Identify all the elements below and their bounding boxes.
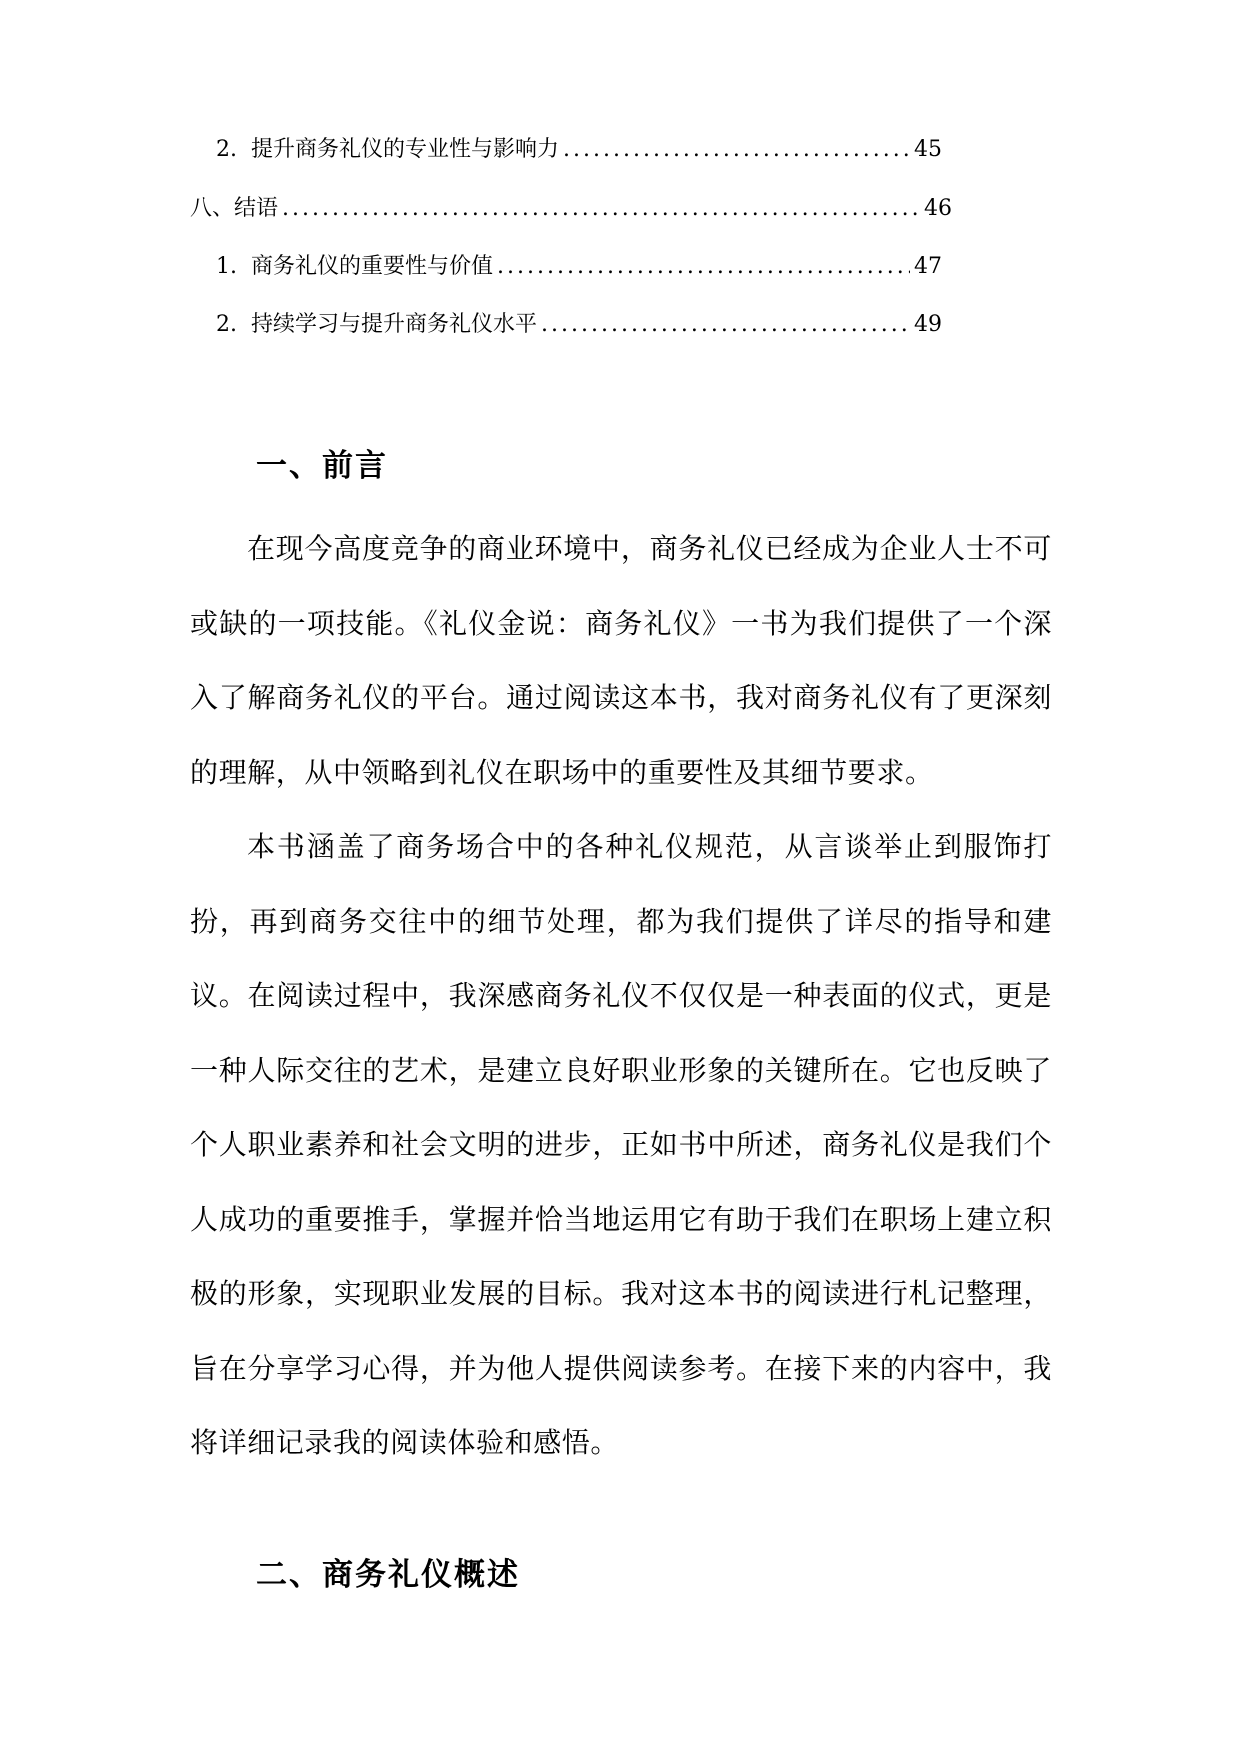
toc-entry-number: 2. bbox=[216, 312, 237, 337]
section-heading: 一、前言 bbox=[256, 448, 388, 484]
toc-entry-page: 45 bbox=[914, 137, 942, 162]
toc-entry[interactable] bbox=[190, 189, 952, 229]
toc-entry[interactable] bbox=[190, 305, 942, 345]
toc-entry-title: 提升商务礼仪的专业性与影响力 bbox=[251, 137, 560, 162]
toc-entry-title: 八、结语 bbox=[190, 196, 279, 221]
toc-entry-page: 49 bbox=[914, 312, 942, 337]
toc-entry-number: 1. bbox=[216, 254, 237, 279]
toc-leader-dots bbox=[282, 189, 920, 229]
toc-leader-dots bbox=[563, 130, 910, 170]
body-paragraph: 在现今高度竞争的商业环境中，商务礼仪已经成为企业人士不可或缺的一项技能。《礼仪金说：商务礼仪》一书为我们提供了一个深入了解商务礼仪的平台。通过阅读这本书，我对商务礼仪有了更深刻的理解，从中领略到礼仪在职场中的重要性及其细节要求。 bbox=[190, 532, 1052, 789]
toc-entry-page: 47 bbox=[914, 254, 942, 279]
toc-entry-title: 持续学习与提升商务礼仪水平 bbox=[251, 312, 538, 337]
toc-entry[interactable] bbox=[190, 130, 942, 170]
toc-leader-dots bbox=[497, 247, 910, 287]
toc-entry[interactable] bbox=[190, 247, 942, 287]
toc-entry-number: 2. bbox=[216, 137, 237, 162]
toc-entry-title: 商务礼仪的重要性与价值 bbox=[251, 254, 494, 279]
body-paragraph: 本书涵盖了商务场合中的各种礼仪规范，从言谈举止到服饰打扮，再到商务交往中的细节处理，都为我们提供了详尽的指导和建议。在阅读过程中，我深感商务礼仪不仅仅是一种表面的仪式，更是一种人际交往的艺术，是建立良好职业形象的关键所在。它也反映了个人职业素养和社会文明的进步，正如书中所述，商务礼仪是我们个人成功的重要推手，掌握并恰当地运用它有助于我们在职场上建立积极的形象，实现职业发展的目标。我对这本书的阅读进行札记整理，旨在分享学习心得，并为他人提供阅读参考。在接下来的内容中，我将详细记录我的阅读体验和感悟。 bbox=[190, 830, 1052, 1459]
toc-leader-dots bbox=[541, 305, 910, 345]
section-heading: 二、商务礼仪概述 bbox=[256, 1557, 520, 1593]
toc-entry-page: 46 bbox=[924, 196, 952, 221]
